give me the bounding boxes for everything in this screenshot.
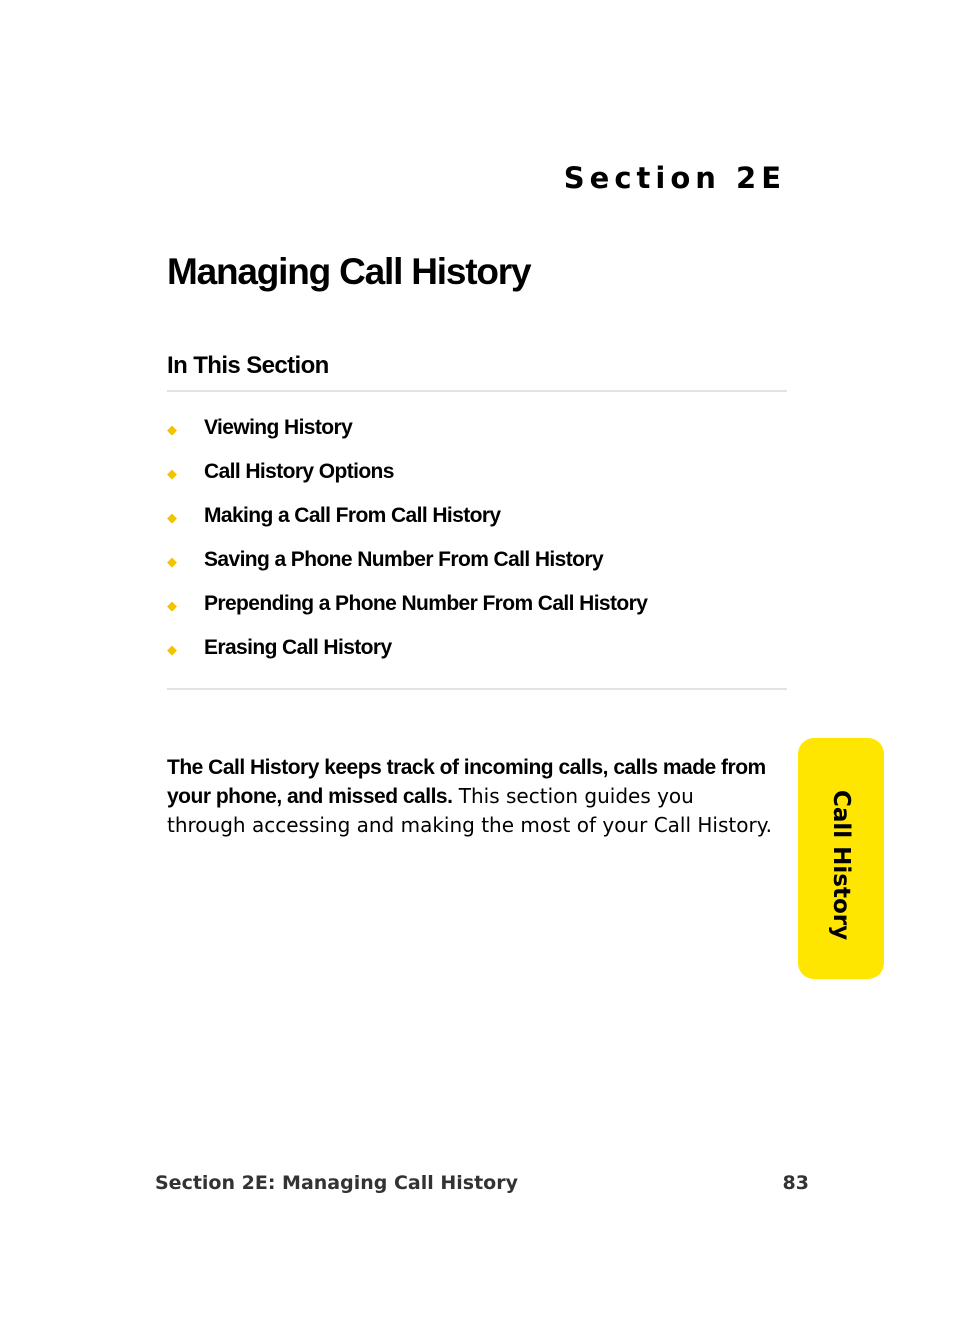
list-item-label: Saving a Phone Number From Call History bbox=[204, 548, 604, 571]
list-item-label: Viewing History bbox=[204, 416, 353, 439]
list-item-label: Call History Options bbox=[204, 460, 394, 483]
side-tab-label: Call History bbox=[828, 790, 854, 941]
section-label: Section 2E bbox=[563, 161, 786, 195]
chapter-side-tab[interactable] bbox=[798, 738, 884, 979]
page-title: Managing Call History bbox=[167, 251, 531, 292]
list-item[interactable] bbox=[167, 626, 647, 670]
list-item[interactable] bbox=[167, 450, 647, 494]
list-item-label: Erasing Call History bbox=[204, 636, 392, 659]
top-divider bbox=[167, 390, 787, 392]
diamond-bullet-icon: ◆ bbox=[167, 466, 177, 481]
section-contents-list bbox=[167, 406, 647, 670]
list-item-label: Prepending a Phone Number From Call History bbox=[204, 592, 648, 615]
diamond-bullet-icon: ◆ bbox=[167, 510, 177, 525]
diamond-bullet-icon: ◆ bbox=[167, 554, 177, 569]
intro-lead: The Call History keeps track of incoming calls, calls made from your phone, and missed calls. bbox=[167, 756, 766, 808]
diamond-bullet-icon: ◆ bbox=[167, 642, 177, 657]
footer-page-number: 83 bbox=[782, 1172, 809, 1194]
diamond-bullet-icon: ◆ bbox=[167, 598, 177, 613]
diamond-bullet-icon: ◆ bbox=[167, 422, 177, 437]
list-item[interactable] bbox=[167, 494, 647, 538]
bottom-divider bbox=[167, 688, 787, 690]
intro-paragraph bbox=[167, 753, 777, 839]
list-item[interactable] bbox=[167, 538, 647, 582]
list-item[interactable] bbox=[167, 582, 647, 626]
list-item[interactable] bbox=[167, 406, 647, 450]
footer-section-title: Section 2E: Managing Call History bbox=[155, 1172, 518, 1194]
list-item-label: Making a Call From Call History bbox=[204, 504, 501, 527]
intro-body: This section guides you through accessing and making the most of your Call History. bbox=[167, 784, 773, 837]
in-this-section-heading: In This Section bbox=[167, 352, 329, 379]
